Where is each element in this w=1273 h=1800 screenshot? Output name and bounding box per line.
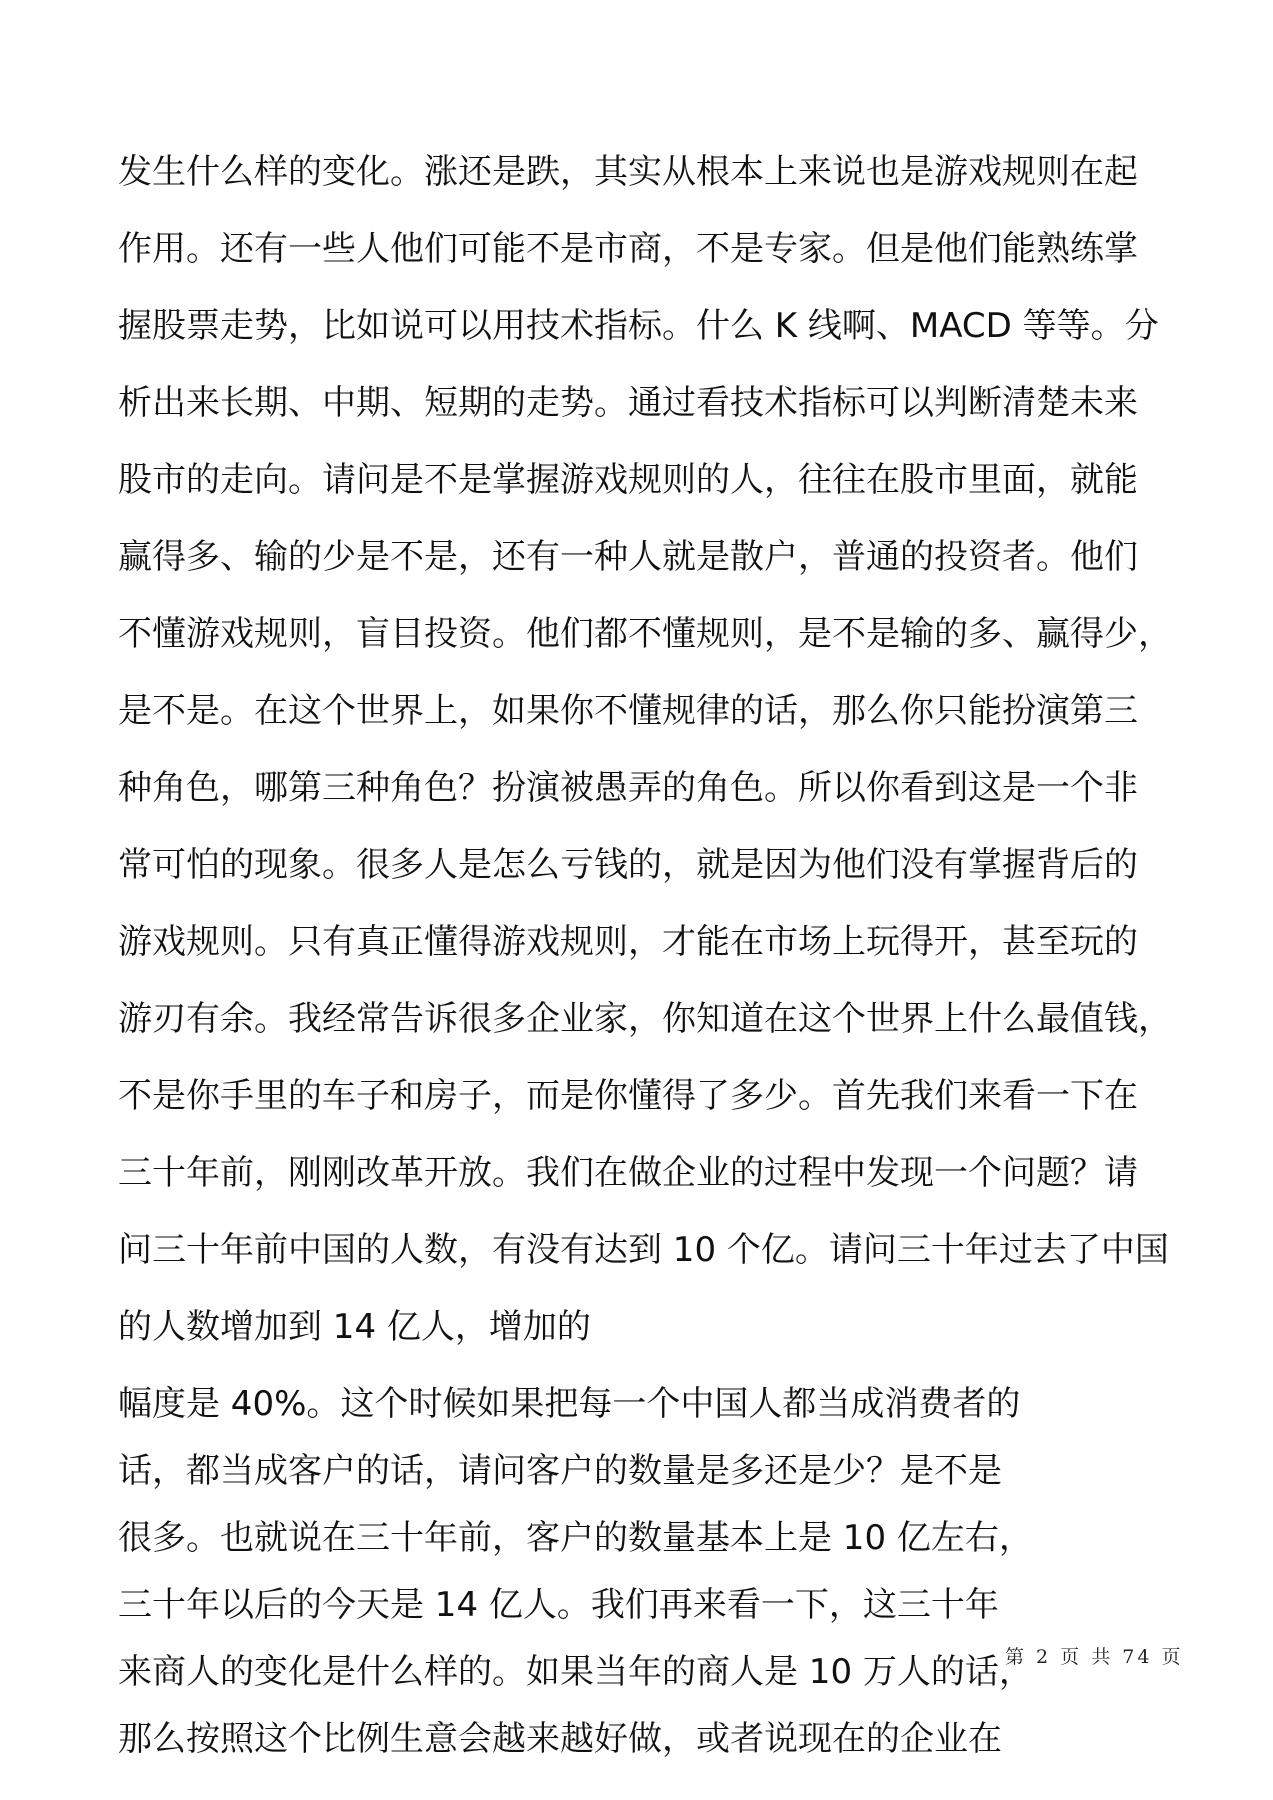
- page-number: 第 2 页 共 74 页: [1005, 1646, 1184, 1668]
- text-line: 握股票走势，比如说可以用技术指标。什么 K 线啊、MACD 等等。分: [118, 306, 1159, 346]
- text-line: 游戏规则。只有真正懂得游戏规则，才能在市场上玩得开，甚至玩的: [118, 922, 1138, 962]
- text-line: 发生什么样的变化。涨还是跌，其实从根本上来说也是游戏规则在起: [118, 152, 1138, 192]
- text-line: 问三十年前中国的人数，有没有达到 10 个亿。请问三十年过去了中国: [118, 1230, 1169, 1270]
- text-line: 的人数增加到 14 亿人，增加的: [118, 1307, 591, 1347]
- text-line: 赢得多、输的少是不是，还有一种人就是散户，普通的投资者。他们: [118, 537, 1138, 577]
- text-line: 析出来长期、中期、短期的走势。通过看技术指标可以判断清楚未来: [118, 383, 1138, 423]
- text-line: 不是你手里的车子和房子，而是你懂得了多少。首先我们来看一下在: [118, 1076, 1138, 1116]
- text-line: 三十年前，刚刚改革开放。我们在做企业的过程中发现一个问题？请: [118, 1153, 1138, 1193]
- text-line: 那么按照这个比例生意会越来越好做，或者说现在的企业在: [118, 1719, 1002, 1759]
- text-line: 常可怕的现象。很多人是怎么亏钱的，就是因为他们没有掌握背后的: [118, 845, 1138, 885]
- text-line: 很多。也就说在三十年前，客户的数量基本上是 10 亿左右，: [118, 1518, 1033, 1558]
- text-line: 作用。还有一些人他们可能不是市商，不是专家。但是他们能熟练掌: [118, 229, 1138, 269]
- text-line: 是不是。在这个世界上，如果你不懂规律的话，那么你只能扮演第三: [118, 691, 1138, 731]
- text-line: 种角色，哪第三种角色？扮演被愚弄的角色。所以你看到这是一个非: [118, 768, 1138, 808]
- text-line: 三十年以后的今天是 14 亿人。我们再来看一下，这三十年: [118, 1585, 999, 1625]
- text-line: 股市的走向。请问是不是掌握游戏规则的人，往往在股市里面，就能: [118, 460, 1138, 500]
- text-line: 来商人的变化是什么样的。如果当年的商人是 10 万人的话，: [118, 1652, 1033, 1692]
- text-line: 游刃有余。我经常告诉很多企业家，你知道在这个世界上什么最值钱，: [118, 999, 1172, 1039]
- text-line: 话，都当成客户的话，请问客户的数量是多还是少？是不是: [118, 1451, 1002, 1491]
- text-line: 不懂游戏规则，盲目投资。他们都不懂规则，是不是输的多、赢得少，: [118, 614, 1172, 654]
- text-line: 幅度是 40%。这个时候如果把每一个中国人都当成消费者的: [118, 1384, 1021, 1424]
